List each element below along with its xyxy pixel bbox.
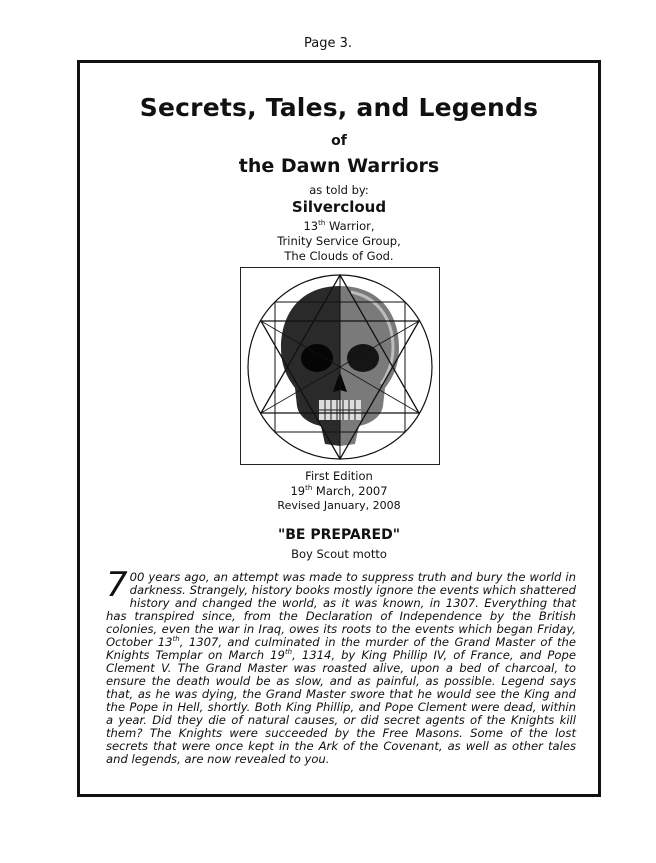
warrior-word: Warrior, bbox=[325, 219, 375, 233]
page-subtitle: the Dawn Warriors bbox=[238, 155, 440, 177]
edition-date bbox=[80, 484, 598, 498]
skull-hexagram-icon bbox=[241, 268, 439, 464]
edition-day-suffix: th bbox=[305, 484, 313, 493]
motto: "BE PREPARED" bbox=[277, 527, 401, 543]
body-sup-1: th bbox=[172, 635, 180, 644]
body-text-3: , 1314, by King Phillip IV, of France, and Pope Clement V. The Grand Master was roasted alive, upon a bed of charcoal, to ensure the death would be as slow, and as painful, as possible. Legend says that, as he was dying, the Grand Master swore that he would see the King and the Pope in Hell, shortly. Both King Phillip, and Pope Clement were dead, within a year. Did they die of natural causes, or did secret agents of the Knights kill them? The Knights were succeeded by the Free Masons. Some of the lost secrets that were once kept in the Ark of the Covenant, as well as other tales and legends, are now revealed to you. bbox=[106, 648, 576, 766]
body-text-1: 00 years ago, an attempt was made to suppress truth and bury the world in darkness. Strangely, history books mostly ignore the events which shattered history and changed the world, as it was known, in 1307. Everything that has transpired since, from the Declaration of Independence by the British colonies, even the war in Iraq, owes its roots to the events which began Friday, October 13 bbox=[106, 570, 576, 649]
author-name: Silvercloud bbox=[291, 198, 387, 216]
motto-source: Boy Scout motto bbox=[291, 547, 387, 561]
page-title: Secrets, Tales, and Legends bbox=[139, 93, 539, 122]
edition-month-year: March, 2007 bbox=[312, 484, 388, 498]
skull-emblem bbox=[240, 267, 440, 465]
edition-label: First Edition bbox=[305, 469, 373, 483]
warrior-suffix: th bbox=[318, 219, 326, 228]
author-rank bbox=[80, 219, 598, 233]
body-paragraph bbox=[106, 565, 576, 766]
warrior-number: 13 bbox=[303, 219, 319, 233]
author-group: Trinity Service Group, bbox=[277, 234, 401, 248]
body-sup-2: th bbox=[284, 648, 293, 657]
page-number: Page 3. bbox=[303, 36, 352, 51]
title-connector: of bbox=[331, 133, 347, 149]
author-clouds: The Clouds of God. bbox=[284, 249, 394, 263]
revised-date: Revised January, 2008 bbox=[277, 499, 401, 512]
edition-day: 19 bbox=[290, 484, 306, 498]
body-text-2: , 1307, and culminated in the murder of the Grand Master of the Knights Templar on March 19 bbox=[106, 635, 576, 662]
page-frame bbox=[77, 60, 601, 797]
told-by-label: as told by: bbox=[309, 183, 369, 197]
drop-cap: 7 bbox=[106, 565, 128, 605]
